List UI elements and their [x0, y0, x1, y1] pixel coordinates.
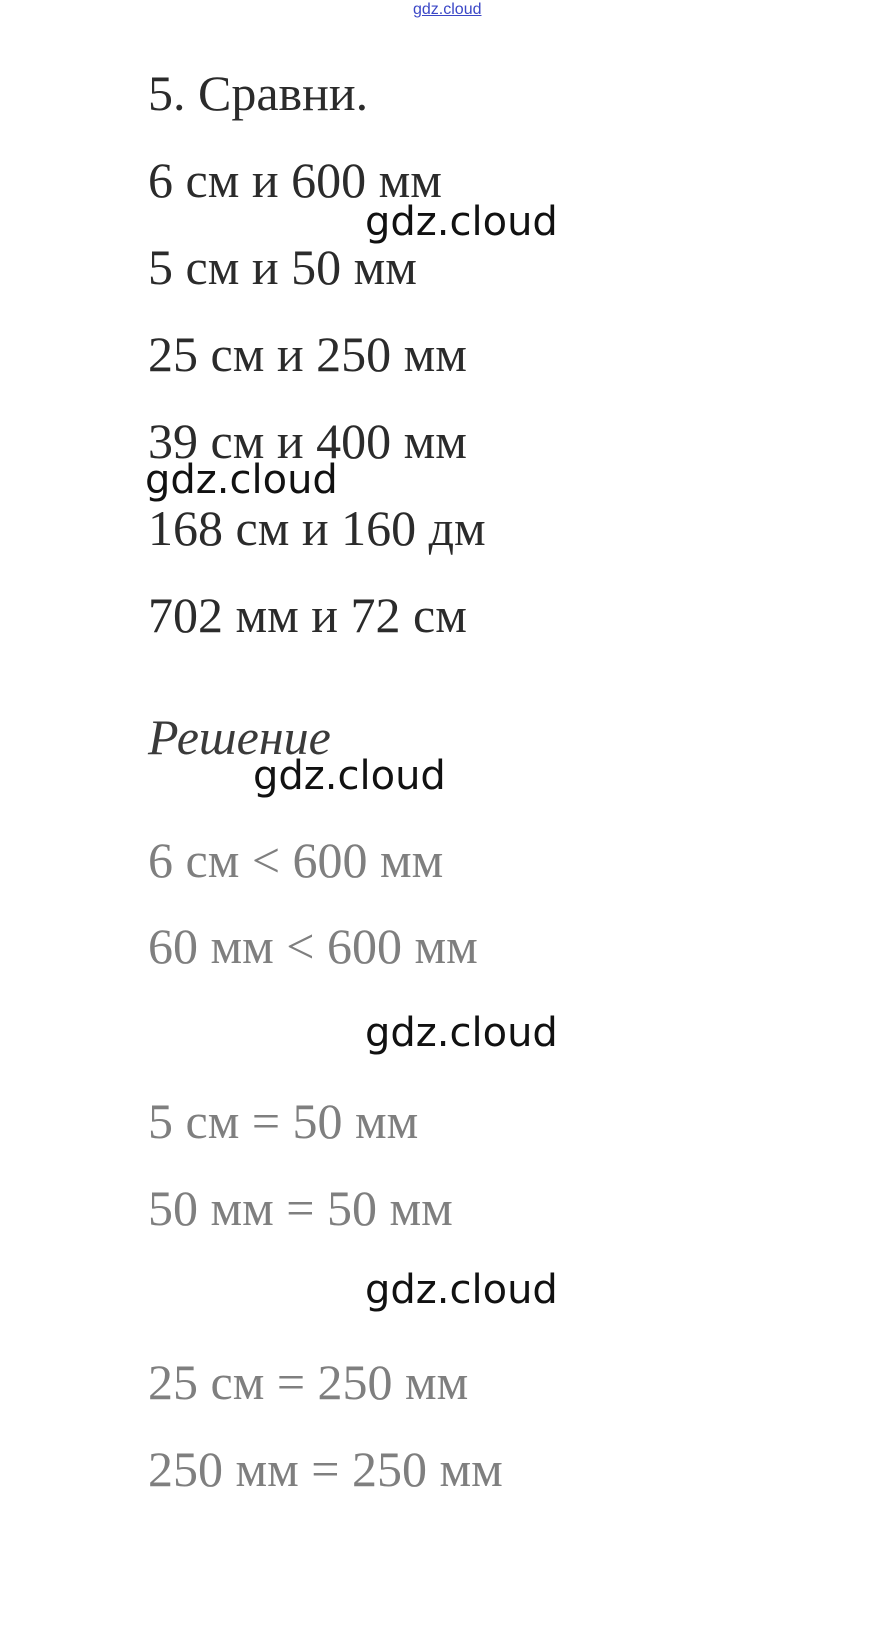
watermark: gdz.cloud — [145, 457, 338, 503]
task-item-2: 5 см и 50 мм — [148, 239, 417, 295]
watermark: gdz.cloud — [365, 199, 558, 245]
solution-line-5: 25 см = 250 мм — [148, 1354, 469, 1410]
watermark: gdz.cloud — [365, 1267, 558, 1313]
watermark: gdz.cloud — [365, 1010, 558, 1056]
solution-line-2: 60 мм < 600 мм — [148, 918, 478, 974]
solution-heading: Решение — [148, 709, 331, 765]
watermark: gdz.cloud — [253, 753, 446, 799]
task-item-6: 702 мм и 72 см — [148, 587, 467, 643]
watermark-link[interactable]: gdz.cloud — [413, 1, 482, 18]
task-item-5: 168 см и 160 дм — [148, 500, 486, 556]
solution-line-6: 250 мм = 250 мм — [148, 1441, 503, 1497]
task-item-4: 39 см и 400 мм — [148, 413, 467, 469]
task-item-1: 6 см и 600 мм — [148, 152, 442, 208]
task-title: 5. Сравни. — [148, 65, 369, 121]
task-item-3: 25 см и 250 мм — [148, 326, 467, 382]
solution-line-4: 50 мм = 50 мм — [148, 1180, 453, 1236]
solution-line-3: 5 см = 50 мм — [148, 1093, 419, 1149]
solution-line-1: 6 см < 600 мм — [148, 832, 444, 888]
